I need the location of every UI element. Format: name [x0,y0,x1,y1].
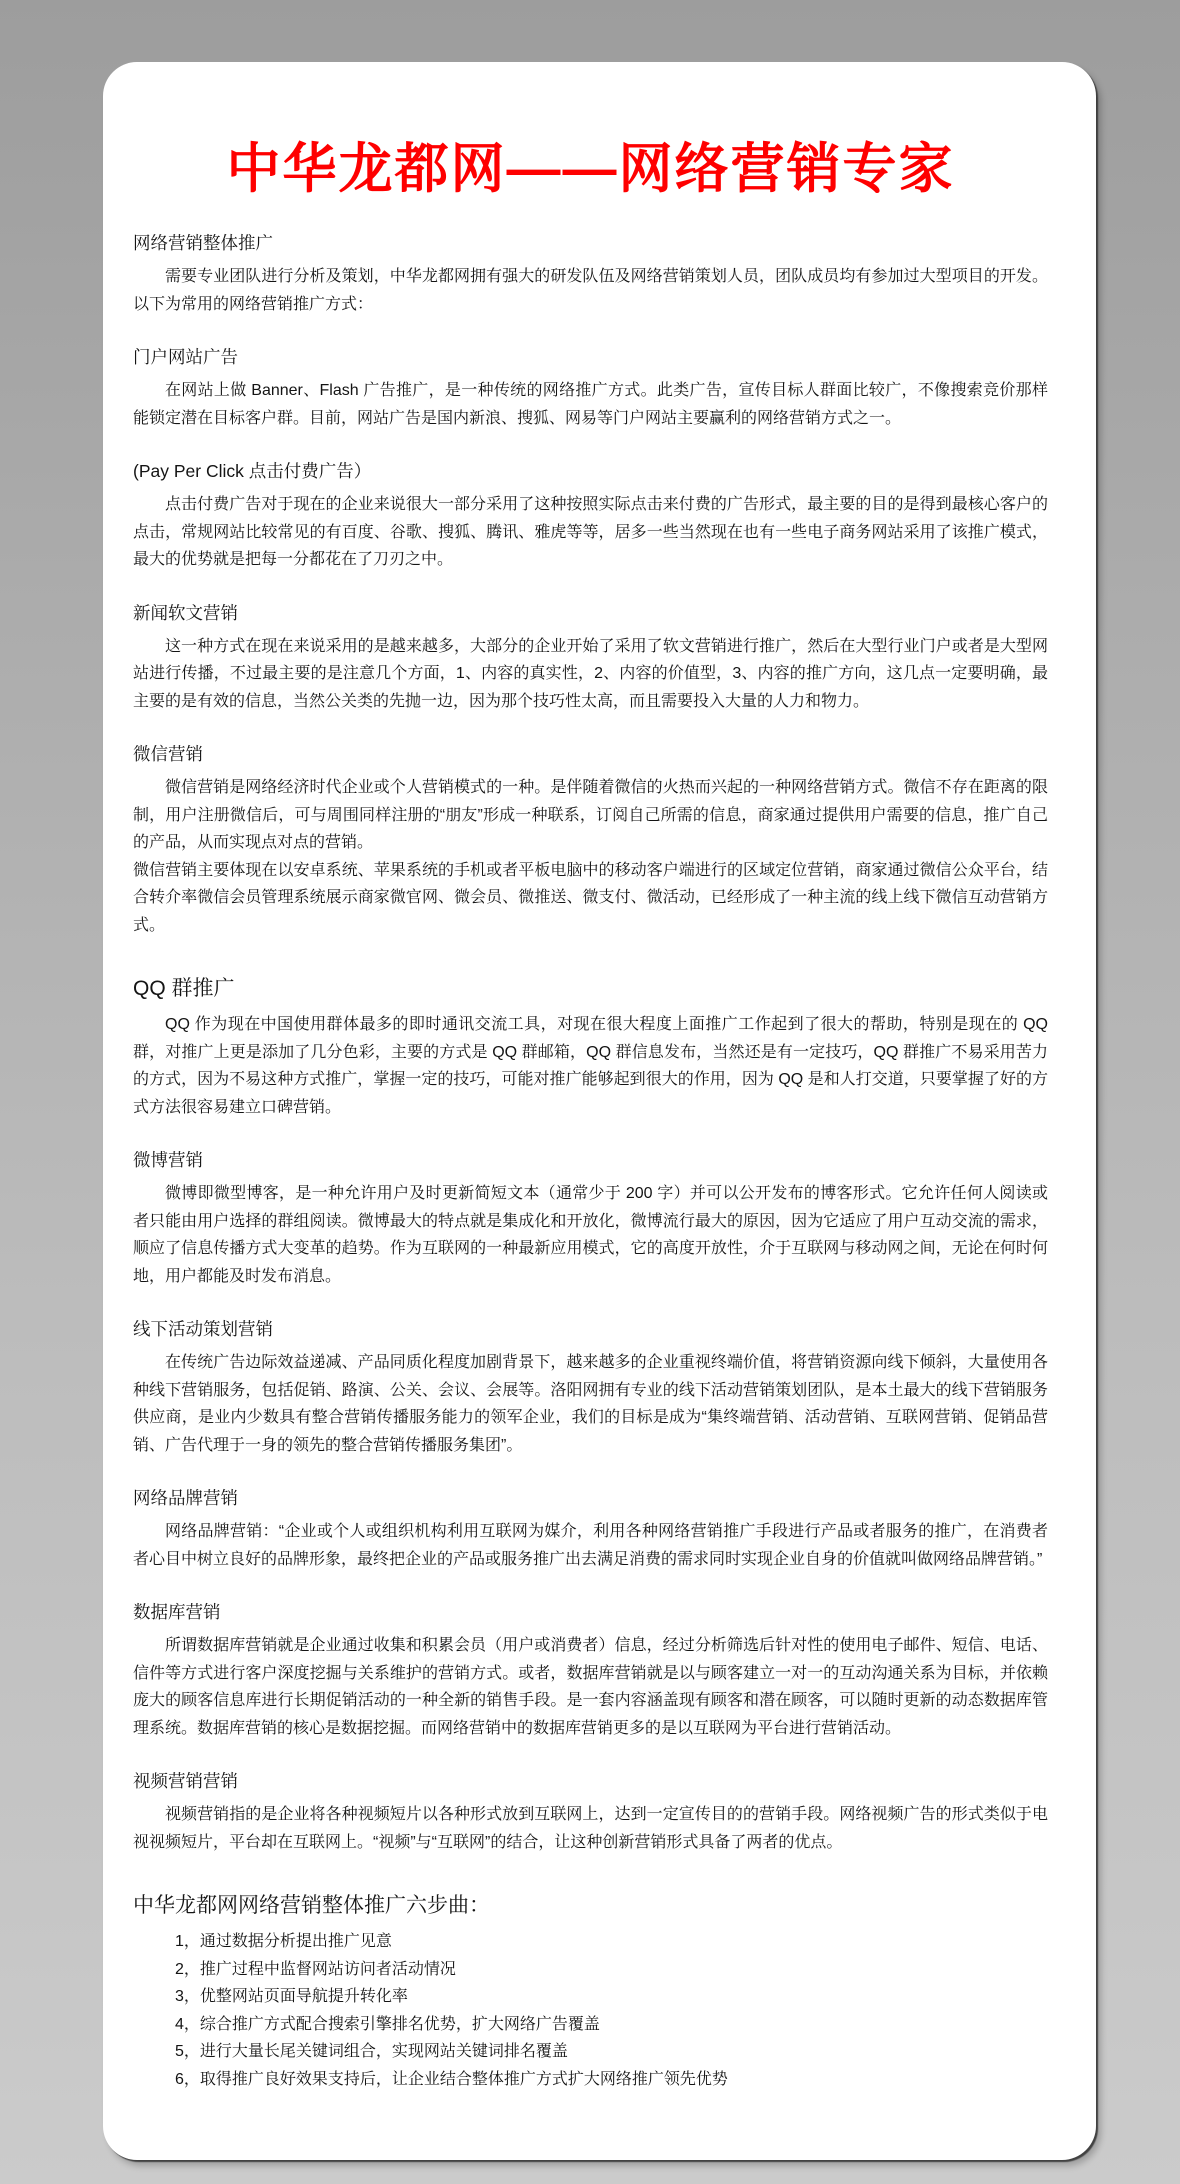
section-soft-news [133,601,1048,716]
paragraph: 微信营销主要体现在以安卓系统、苹果系统的手机或者平板电脑中的移动客户端进行的区域定位营销，商家通过微信公众平台，结合转介率微信会员管理系统展示商家微官网、微会员、微推送、微支付、微活动，已经形成了一种主流的线上线下微信互动营销方式。 [133,861,1048,934]
paragraph: 在传统广告边际效益递减、产品同质化程度加剧背景下，越来越多的企业重视终端价值，将营销资源向线下倾斜，大量使用各种线下营销服务，包括促销、路演、公关、会议、会展等。洛阳网拥有专业的线下活动营销策划团队，是本土最大的线下营销服务供应商，是业内少数具有整合营销传播服务能力的领军企业，我们的目标是成为“集终端营销、活动营销、互联网营销、促销品营销、广告代理于一身的领先的整合营销传播服务集团”。 [133,1354,1048,1454]
section-portal-ads [133,345,1048,432]
section-heading: 新闻软文营销 [133,602,238,623]
section-database-marketing [133,1600,1048,1742]
paragraph: QQ 作为现在中国使用群体最多的即时通讯交流工具，对现在很大程度上面推广工作起到了很大的帮助，特别是现在的 QQ 群，对推广上更是添加了几分色彩，主要的方式是 QQ 群邮箱，QQ 群信息发布，当然还是有一定技巧，QQ 群推广不易采用苦力的方式，因为不易这种方式推广，掌握一定的技巧，可能对推广能够起到很大的作用，因为 QQ 是和人打交道，只要掌握了好的方式方法很容易建立口碑营销。 [133,1016,1048,1116]
paragraph: 微博即微型博客，是一种允许用户及时更新简短文本（通常少于 200 字）并可以公开发布的博客形式。它允许任何人阅读或者只能由用户选择的群组阅读。微博最大的特点就是集成化和开放化，微博流行最大的原因，因为它适应了用户互动交流的需求，顺应了信息传播方式大变革的趋势。作为互联网的一种最新应用模式，它的高度开放性，介于互联网与移动网之间，无论在何时何地，用户都能及时发布消息。 [133,1185,1048,1285]
section-video-marketing [133,1769,1048,1856]
paragraph: 在网站上做 Banner、Flash 广告推广，是一种传统的网络推广方式。此类广告，宣传目标人群面比较广，不像搜索竞价那样能锁定潜在目标客户群。目前，网站广告是国内新浪、搜狐、网易等门户网站主要赢利的网络营销方式之一。 [133,382,1048,427]
list-item: 5，进行大量长尾关键词组合，实现网站关键词排名覆盖 [175,2043,568,2060]
document-sections [133,231,1048,2093]
section-heading: 网络品牌营销 [133,1488,238,1508]
paragraph: 这一种方式在现在来说采用的是越来越多，大部分的企业开始了采用了软文营销进行推广，然后在大型行业门户或者是大型网站进行传播，不过最主要的是注意几个方面，1、内容的真实性，2、内容的价值型，3、内容的推广方向，这几点一定要明确，最主要的是有效的信息，当然公关类的先抛一边，因为那个技巧性太高，而且需要投入大量的人力和物力。 [133,637,1048,710]
paragraph: 所谓数据库营销就是企业通过收集和积累会员（用户或消费者）信息，经过分析筛选后针对性的使用电子邮件、短信、电话、信件等方式进行客户深度挖掘与关系维护的营销方式。或者，数据库营销就是以与顾客建立一对一的互动沟通关系为目标，并依赖庞大的顾客信息库进行长期促销活动的一种全新的销售手段。是一套内容涵盖现有顾客和潜在顾客，可以随时更新的动态数据库管理系统。数据库营销的核心是数据挖掘。而网络营销中的数据库营销更多的是以互联网为平台进行营销活动。 [133,1637,1048,1737]
section-wechat [133,742,1048,939]
section-heading: 网络营销整体推广 [133,233,273,253]
paragraph: 网络品牌营销：“企业或个人或组织机构利用互联网为媒介，利用各种网络营销推广手段进行产品或者服务的推广，在消费者者心目中树立良好的品牌形象，最终把企业的产品或服务推广出去满足消费的需求同时实现企业自身的价值就叫做网络品牌营销。” [133,1523,1048,1568]
section-six-steps [133,1892,1048,2093]
section-heading: 中华龙都网网络营销整体推广六步曲： [133,1894,490,1917]
section-heading: QQ 群推广 [133,977,235,1000]
section-offline-activity [133,1317,1048,1459]
page-title: 中华龙都网——网络营销专家 [226,139,955,199]
section-qq-group [133,975,1048,1121]
section-heading: 线下活动策划营销 [133,1319,273,1339]
list-item: 4，综合推广方式配合搜索引擎排名优势，扩大网络广告覆盖 [175,2015,600,2033]
list-item: 6，取得推广良好效果支持后，让企业结合整体推广方式扩大网络推广领先优势 [175,2070,728,2088]
section-heading: 微信营销 [133,744,203,764]
list-item: 1，通过数据分析提出推广见意 [175,1933,392,1950]
list-item: 3，优整网站页面导航提升转化率 [175,1988,408,2005]
section-heading: 微博营销 [133,1150,203,1170]
paragraph: 需要专业团队进行分析及策划，中华龙都网拥有强大的研发队伍及网络营销策划人员，团队成员均有参加过大型项目的开发。以下为常用的网络营销推广方式： [133,268,1048,313]
paragraph: 微信营销是网络经济时代企业或个人营销模式的一种。是伴随着微信的火热而兴起的一种网络营销方式。微信不存在距离的限制，用户注册微信后，可与周围同样注册的“朋友”形成一种联系，订阅自己所需的信息，商家通过提供用户需要的信息，推广自己的产品，从而实现点对点的营销。 [133,779,1048,851]
section-brand-marketing [133,1486,1048,1573]
section-pay-per-click [133,459,1048,574]
section-heading: (Pay Per Click 点击付费广告） [133,461,372,481]
section-heading: 数据库营销 [133,1602,221,1622]
section-overall-promotion [133,231,1048,318]
paragraph: 视频营销指的是企业将各种视频短片以各种形式放到互联网上，达到一定宣传目的的营销手段。网络视频广告的形式类似于电视视频短片，平台却在互联网上。“视频”与“互联网”的结合，让这种创新营销形式具备了两者的优点。 [133,1806,1048,1851]
section-heading: 门户网站广告 [133,347,238,367]
list-item: 2，推广过程中监督网站访问者活动情况 [175,1960,456,1978]
section-heading: 视频营销营销 [133,1771,238,1791]
section-weibo [133,1148,1048,1290]
document-card [103,62,1096,2160]
paragraph: 点击付费广告对于现在的企业来说很大一部分采用了这种按照实际点击来付费的广告形式，最主要的目的是得到最核心客户的点击，常规网站比较常见的有百度、谷歌、搜狐、腾讯、雅虎等等，居多一些当然现在也有一些电子商务网站采用了该推广模式，最大的优势就是把每一分都花在了刀刃之中。 [133,496,1048,568]
